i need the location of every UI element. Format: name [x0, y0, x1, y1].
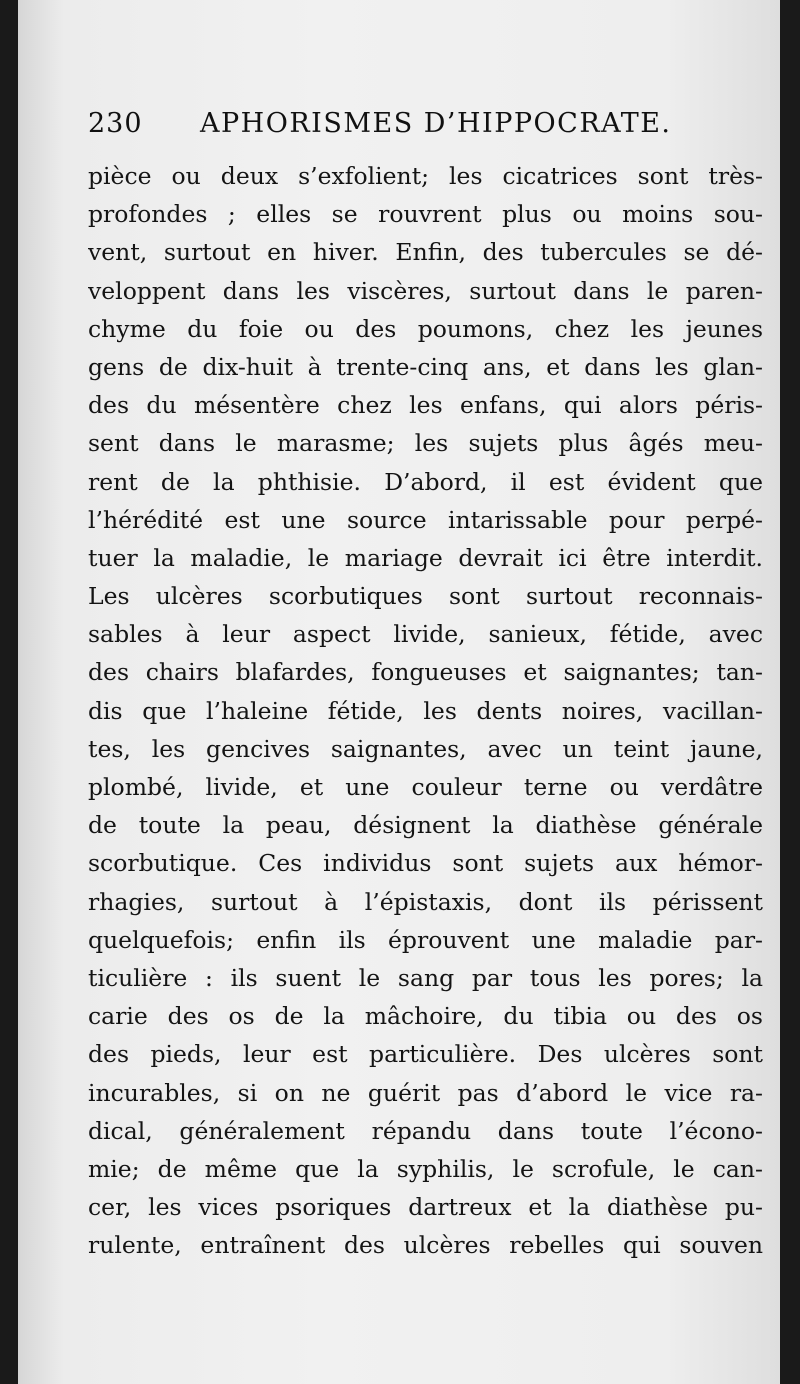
text-line: tes, les gencives saignantes, avec un teint jaune, [88, 734, 763, 763]
text-line: sent dans le marasme; les sujets plus âgés meu- [88, 429, 763, 458]
text-line: chyme du foie ou des poumons, chez les jeunes [88, 314, 763, 343]
text-line: quelquefois; enfin ils éprouvent une maladie par- [88, 925, 763, 954]
text-line: de toute la peau, désignent la diathèse générale [88, 811, 763, 840]
text-line: rulente, entraînent des ulcères rebelles qui souven [88, 1231, 763, 1260]
page-number: 230 [88, 108, 143, 139]
running-header [88, 108, 748, 148]
book-page [18, 0, 780, 1384]
text-line: scorbutique. Ces individus sont sujets aux hémor- [88, 849, 763, 878]
text-line: gens de dix-huit à trente-cinq ans, et dans les glan- [88, 352, 763, 381]
text-line: Les ulcères scorbutiques sont surtout reconnais- [88, 582, 763, 611]
text-line: plombé, livide, et une couleur terne ou verdâtre [88, 773, 763, 801]
text-line: incurables, si on ne guérit pas d’abord le vice ra- [88, 1078, 763, 1107]
text-line: vent, surtout en hiver. Enfin, des tubercules se dé- [88, 238, 763, 267]
text-line: ticulière : ils suent le sang par tous les pores; la [88, 963, 763, 992]
text-line: dis que l’haleine fétide, les dents noires, vacillan- [88, 696, 763, 725]
text-line: des pieds, leur est particulière. Des ulcères sont [88, 1040, 763, 1069]
running-title: APHORISMES D’HIPPOCRATE. [200, 108, 672, 139]
body-text [88, 157, 763, 1264]
text-line: mie; de même que la syphilis, le scrofule, le can- [88, 1154, 763, 1183]
text-line: pièce ou deux s’exfolient; les cicatrices sont très- [88, 162, 763, 190]
text-line: dical, généralement répandu dans toute l’écono- [88, 1116, 763, 1145]
text-line: veloppent dans les viscères, surtout dans le paren- [88, 276, 763, 305]
text-line: rhagies, surtout à l’épistaxis, dont ils périssent [88, 887, 763, 916]
text-line: sables à leur aspect livide, sanieux, fétide, avec [88, 620, 763, 649]
text-line: des du mésentère chez les enfans, qui alors péris- [88, 391, 763, 420]
text-line: carie des os de la mâchoire, du tibia ou des os [88, 1002, 763, 1031]
text-line: tuer la maladie, le mariage devrait ici être interdit. [88, 543, 763, 572]
text-line: profondes ; elles se rouvrent plus ou moins sou- [88, 200, 763, 229]
text-line: l’hérédité est une source intarissable pour perpé- [88, 505, 763, 534]
text-line: rent de la phthisie. D’abord, il est évident que [88, 467, 763, 496]
text-line: cer, les vices psoriques dartreux et la diathèse pu- [88, 1193, 763, 1222]
text-line: des chairs blafardes, fongueuses et saignantes; tan- [88, 658, 763, 687]
